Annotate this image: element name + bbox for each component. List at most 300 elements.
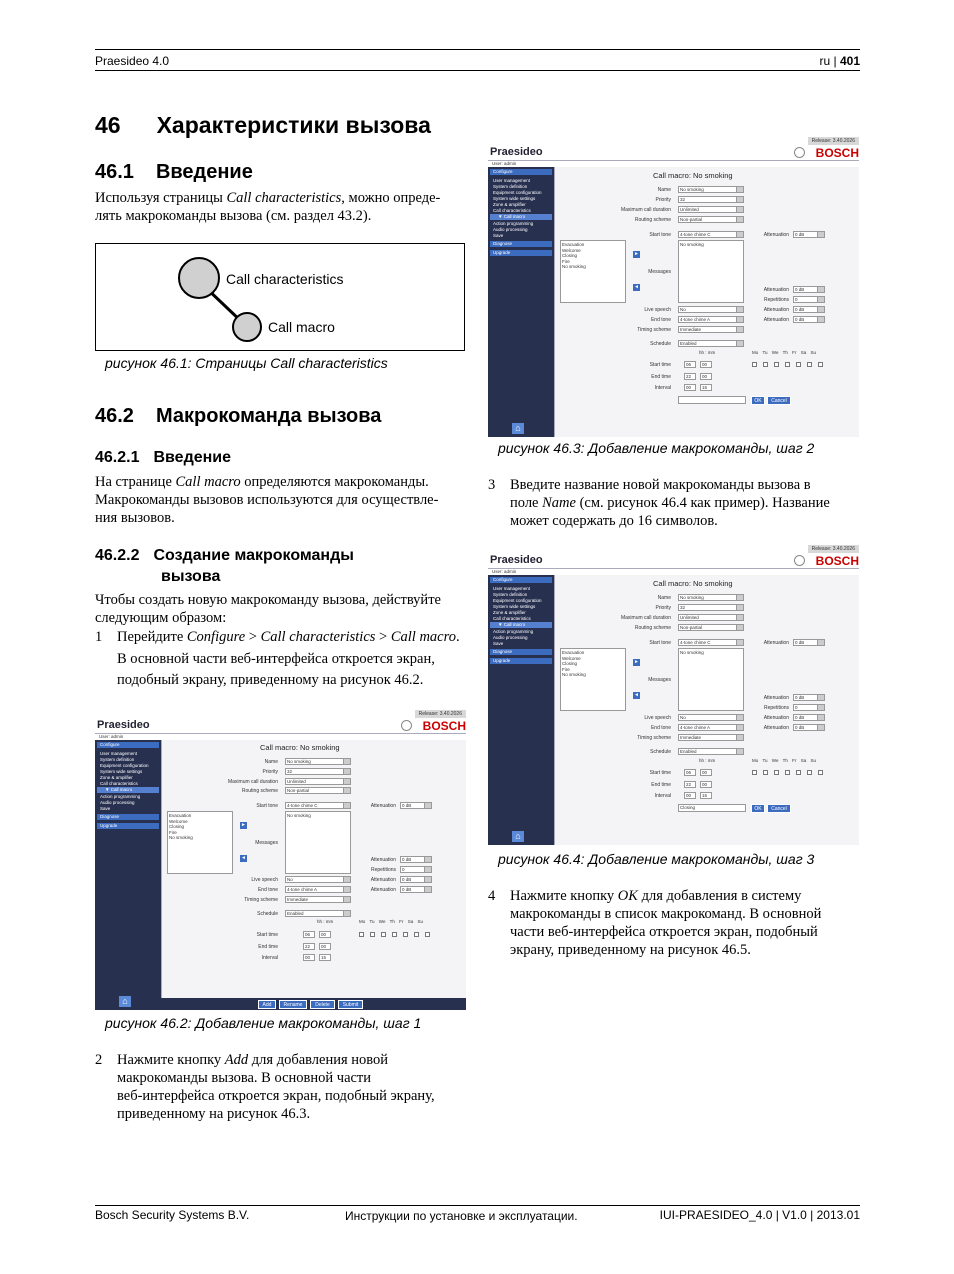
- day-sa: Sa: [800, 350, 807, 355]
- max-duration-select[interactable]: Unlimited: [678, 206, 744, 213]
- start-time-label: Start time: [256, 932, 278, 938]
- day-checkbox-su[interactable]: [425, 932, 430, 937]
- ok-button[interactable]: OK: [751, 396, 765, 405]
- live-speech-label: Live speech: [644, 715, 671, 721]
- day-checkbox-we[interactable]: [774, 362, 779, 367]
- diagram-node-parent: [179, 258, 219, 298]
- repetitions-select[interactable]: 0: [400, 866, 432, 873]
- heading-46-2-1: [95, 449, 231, 467]
- start-time-label: Start time: [649, 770, 671, 776]
- attenuation-select-3[interactable]: 0 dB: [793, 714, 825, 721]
- praesideo-logo: Praesideo: [97, 719, 150, 731]
- nav-audio-processing[interactable]: Audio processing: [493, 227, 528, 232]
- step-2-add: Add: [224, 1052, 249, 1068]
- timing-select[interactable]: Immediate: [678, 734, 744, 741]
- live-speech-label: Live speech: [644, 307, 671, 313]
- attenuation-select-1[interactable]: 0 dB: [793, 231, 825, 238]
- max-duration-select[interactable]: Unlimited: [678, 614, 744, 621]
- heading-46-1: [95, 161, 253, 184]
- step-2-text-a: Нажмите кнопку: [117, 1052, 225, 1068]
- figure-caption-46-3: рисунок 46.3: Добавление макрокоманды, шаг 2: [498, 440, 815, 456]
- nav-save[interactable]: Save: [100, 806, 111, 811]
- live-speech-select[interactable]: No: [678, 306, 744, 313]
- schedule-label: Schedule: [650, 341, 671, 347]
- timing-label: Timing scheme: [244, 897, 278, 903]
- user-bar: User: admin: [95, 733, 466, 740]
- step-3: [488, 476, 863, 530]
- step-1-number: 1: [95, 629, 103, 645]
- name-select[interactable]: No smoking: [678, 594, 744, 601]
- day-checkbox-we[interactable]: [774, 770, 779, 775]
- para-46-2-2-line1: Чтобы создать новую макрокоманду вызова, действуйте: [95, 592, 441, 608]
- interval-hour-field[interactable]: 00: [684, 792, 696, 799]
- day-checkbox-su[interactable]: [818, 362, 823, 367]
- priority-label: Priority: [262, 769, 278, 775]
- day-checkbox-mo[interactable]: [752, 770, 757, 775]
- max-duration-label: Maximum call duration: [227, 779, 278, 785]
- routing-select[interactable]: Non-partial: [678, 216, 744, 223]
- move-left-icon[interactable]: ◄: [241, 855, 246, 861]
- interval-label: Interval: [654, 385, 671, 391]
- header-page: ru | 401: [819, 54, 860, 68]
- praesideo-logo: Praesideo: [490, 554, 543, 566]
- end-minute-field[interactable]: 00: [700, 373, 712, 380]
- para-46-2-2-line2: следующим образом:: [95, 610, 227, 626]
- step-1-line2: В основной части веб-интерфейса откроется экран,: [117, 650, 435, 667]
- day-th: Th: [782, 758, 788, 763]
- para-46-2-1-text-a: На странице: [95, 474, 176, 490]
- start-tone-label: Start tone: [649, 232, 671, 238]
- message-welcome[interactable]: Welcome: [562, 247, 581, 253]
- nav-upgrade[interactable]: Upgrade: [97, 823, 159, 829]
- schedule-select[interactable]: Enabled: [285, 910, 351, 917]
- cancel-button[interactable]: Cancel: [767, 804, 791, 813]
- end-hour-field[interactable]: 22: [684, 373, 696, 380]
- day-th: Th: [782, 350, 788, 355]
- end-time-label: End time: [651, 782, 671, 788]
- day-we: We: [771, 350, 779, 355]
- step-4: [488, 887, 863, 959]
- nav-equipment-configuration[interactable]: Equipment configuration: [100, 763, 149, 768]
- day-we: We: [378, 919, 386, 924]
- heading-46-2-2: [95, 545, 354, 587]
- attenuation-label-4: Attenuation: [763, 317, 789, 323]
- messages-selected-list[interactable]: [678, 240, 744, 303]
- nav-action-programming[interactable]: Action programming: [493, 221, 534, 226]
- selected-message[interactable]: No smoking: [287, 813, 311, 818]
- end-tone-select[interactable]: 4-tone chime A: [678, 316, 744, 323]
- message-no-smoking[interactable]: No smoking: [169, 835, 193, 840]
- hhmm-label: hh : mm: [317, 919, 334, 924]
- step-4-text-a: Нажмите кнопку: [510, 888, 618, 904]
- interval-label: Interval: [654, 793, 671, 799]
- attenuation-label-4: Attenuation: [763, 725, 789, 731]
- home-icon[interactable]: ⌂: [512, 423, 524, 434]
- day-checkbox-sa[interactable]: [807, 770, 812, 775]
- cancel-button[interactable]: Cancel: [767, 396, 791, 405]
- live-speech-select[interactable]: No: [285, 876, 351, 883]
- attenuation-select-2[interactable]: 0 dB: [793, 286, 825, 293]
- selected-message[interactable]: No smoking: [680, 650, 704, 655]
- message-fire[interactable]: Fire: [562, 258, 570, 264]
- step-1-sep1: >: [245, 629, 261, 645]
- nav-sidebar: [95, 740, 161, 1010]
- step-2-line4: приведенному на рисунок 46.3.: [117, 1106, 311, 1122]
- nav-zone-amplifier[interactable]: Zone & amplifier: [493, 610, 526, 615]
- day-checkbox-th[interactable]: [785, 770, 790, 775]
- step-1-end: .: [455, 629, 460, 645]
- routing-select[interactable]: Non-partial: [678, 624, 744, 631]
- repetitions-select[interactable]: 0: [793, 704, 825, 711]
- nav-system-definition[interactable]: System definition: [100, 757, 135, 762]
- nav-save[interactable]: Save: [493, 641, 504, 646]
- home-icon[interactable]: ⌂: [119, 996, 131, 1007]
- max-duration-label: Maximum call duration: [620, 615, 671, 621]
- step-4-line4: экрану, приведенному на рисунок 46.5.: [510, 942, 751, 958]
- day-fr: Fr: [792, 350, 797, 355]
- nav-call-characteristics[interactable]: Call characteristics: [493, 208, 531, 213]
- attenuation-select-1[interactable]: 0 dB: [400, 802, 432, 809]
- day-checkbox-mo[interactable]: [359, 932, 364, 937]
- start-minute-field[interactable]: 00: [700, 361, 712, 368]
- para-46-2-2: [95, 591, 470, 627]
- attenuation-select-3[interactable]: 0 dB: [793, 306, 825, 313]
- move-right-icon[interactable]: ►: [634, 251, 639, 257]
- end-minute-field[interactable]: 00: [319, 943, 331, 950]
- day-checkbox-sa[interactable]: [807, 362, 812, 367]
- repetitions-select[interactable]: 0: [793, 296, 825, 303]
- heading-46-2-2-number: 46.2.2: [95, 547, 140, 564]
- day-checkbox-fr[interactable]: [403, 932, 408, 937]
- name-label: Name: [657, 187, 671, 193]
- routing-select[interactable]: Non-partial: [285, 787, 351, 794]
- heading-46-2: [95, 405, 381, 428]
- nav-zone-amplifier[interactable]: Zone & amplifier: [100, 775, 133, 780]
- step-1-path-call-macro: Call macro: [390, 629, 456, 645]
- message-closing[interactable]: Closing: [562, 253, 578, 258]
- priority-label: Priority: [655, 605, 671, 611]
- attenuation-select-1[interactable]: 0 dB: [793, 639, 825, 646]
- day-checkbox-fr[interactable]: [796, 362, 801, 367]
- message-welcome[interactable]: Welcome: [169, 818, 188, 824]
- nav-upgrade[interactable]: Upgrade: [490, 658, 552, 664]
- para-46-1: [95, 189, 470, 225]
- nav-diagnose[interactable]: Diagnose: [97, 814, 159, 820]
- messages-available-list[interactable]: [560, 240, 626, 303]
- move-right-icon[interactable]: ►: [634, 659, 639, 665]
- attenuation-select-3[interactable]: 0 dB: [400, 876, 432, 883]
- move-left-icon[interactable]: ◄: [634, 284, 639, 290]
- nav-configure[interactable]: Configure: [490, 577, 552, 583]
- timing-label: Timing scheme: [637, 735, 671, 741]
- heading-46-2-2-title-line1: Создание макрокоманды: [153, 547, 354, 564]
- end-hour-field[interactable]: 22: [684, 781, 696, 788]
- nav-equipment-configuration[interactable]: Equipment configuration: [493, 190, 542, 195]
- nav-diagnose[interactable]: Diagnose: [490, 649, 552, 655]
- day-su: Su: [810, 350, 816, 355]
- para-46-1-text-a: Используя страницы: [95, 190, 227, 206]
- heading-46-2-2-title-line2: вызова: [161, 568, 221, 585]
- messages-label: Messages: [255, 840, 278, 846]
- message-fire[interactable]: Fire: [562, 666, 570, 672]
- name-label: Name: [264, 759, 278, 765]
- day-su: Su: [417, 919, 423, 924]
- heading-46-2-title: Макрокоманда вызова: [155, 405, 382, 427]
- step-2-number: 2: [95, 1052, 103, 1068]
- message-no-smoking[interactable]: No smoking: [562, 264, 586, 269]
- interval-minute-field[interactable]: 15: [700, 384, 712, 391]
- add-button[interactable]: Add: [258, 1000, 276, 1009]
- new-name-input[interactable]: [678, 396, 746, 404]
- heading-46-2-number: 46.2: [95, 405, 134, 427]
- move-right-icon[interactable]: ►: [241, 822, 246, 828]
- nav-system-wide-settings[interactable]: System wide settings: [493, 604, 536, 609]
- nav-call-macro[interactable]: ▼ Call macro: [490, 622, 552, 628]
- day-checkbox-mo[interactable]: [752, 362, 757, 367]
- message-closing[interactable]: Closing: [169, 824, 185, 829]
- diagram-call-characteristics: [95, 243, 465, 351]
- attenuation-label-3: Attenuation: [370, 877, 396, 883]
- day-checkbox-we[interactable]: [381, 932, 386, 937]
- diagram-graphic: [96, 244, 466, 352]
- schedule-select[interactable]: Enabled: [678, 340, 744, 347]
- nav-configure[interactable]: Configure: [97, 742, 159, 748]
- routing-label: Routing scheme: [634, 625, 671, 631]
- message-welcome[interactable]: Welcome: [562, 655, 581, 661]
- repetitions-label: Repetitions: [370, 867, 396, 873]
- header-rule-bottom: [95, 70, 860, 71]
- para-46-2-1: [95, 473, 470, 527]
- step-2-line3: веб-интерфейса откроется экран, подобный экрану,: [117, 1088, 435, 1104]
- start-hour-field[interactable]: 06: [303, 931, 315, 938]
- move-left-icon[interactable]: ◄: [634, 692, 639, 698]
- header-page-number: 401: [839, 54, 860, 68]
- schedule-label: Schedule: [257, 911, 278, 917]
- delete-button[interactable]: Delete: [310, 1000, 335, 1009]
- step-2-line2: макрокоманды вызова. В основной части: [117, 1070, 372, 1086]
- schedule-select[interactable]: Enabled: [678, 748, 744, 755]
- day-checkbox-sa[interactable]: [414, 932, 419, 937]
- priority-select[interactable]: 32: [285, 768, 351, 775]
- attenuation-label-4: Attenuation: [370, 887, 396, 893]
- attenuation-label-1: Attenuation: [763, 640, 789, 646]
- interval-minute-field[interactable]: 15: [319, 954, 331, 961]
- day-su: Su: [810, 758, 816, 763]
- message-no-smoking[interactable]: No smoking: [562, 672, 586, 677]
- messages-selected-list[interactable]: [285, 811, 351, 874]
- start-minute-field[interactable]: 00: [319, 931, 331, 938]
- interval-hour-field[interactable]: 00: [684, 384, 696, 391]
- nav-system-definition[interactable]: System definition: [493, 184, 528, 189]
- selected-message[interactable]: No smoking: [680, 242, 704, 247]
- day-checkbox-th[interactable]: [785, 362, 790, 367]
- ok-button[interactable]: OK: [751, 804, 765, 813]
- nav-action-programming[interactable]: Action programming: [100, 794, 141, 799]
- attenuation-select-4[interactable]: 0 dB: [793, 316, 825, 323]
- bosch-logo-icon: [794, 555, 805, 566]
- nav-action-programming[interactable]: Action programming: [493, 629, 534, 634]
- routing-label: Routing scheme: [241, 788, 278, 794]
- nav-sidebar: [488, 167, 554, 437]
- para-46-2-1-line2: Макрокоманды вызовов используются для осуществле-: [95, 492, 439, 508]
- bosch-logo: BOSCH: [422, 719, 466, 733]
- message-fire[interactable]: Fire: [169, 829, 177, 835]
- nav-system-definition[interactable]: System definition: [493, 592, 528, 597]
- attenuation-select-2[interactable]: 0 dB: [400, 856, 432, 863]
- start-minute-field[interactable]: 00: [700, 769, 712, 776]
- day-sa: Sa: [800, 758, 807, 763]
- message-evacuation[interactable]: Evacuation: [562, 650, 585, 655]
- day-checkbox-tu[interactable]: [370, 932, 375, 937]
- nav-configure[interactable]: Configure: [490, 169, 552, 175]
- timing-select[interactable]: Immediate: [678, 326, 744, 333]
- messages-selected-list[interactable]: [678, 648, 744, 711]
- day-checkbox-tu[interactable]: [763, 770, 768, 775]
- name-label: Name: [657, 595, 671, 601]
- section-heading: [95, 112, 431, 139]
- attenuation-select-4[interactable]: 0 dB: [793, 724, 825, 731]
- day-th: Th: [389, 919, 395, 924]
- timing-label: Timing scheme: [637, 327, 671, 333]
- nav-user-management[interactable]: User management: [493, 178, 531, 183]
- step-1-path-configure: Configure: [186, 629, 246, 645]
- day-tu: Tu: [762, 758, 768, 763]
- start-hour-field[interactable]: 06: [684, 769, 696, 776]
- day-checkbox-fr[interactable]: [796, 770, 801, 775]
- day-fr: Fr: [399, 919, 404, 924]
- nav-diagnose[interactable]: Diagnose: [490, 241, 552, 247]
- nav-equipment-configuration[interactable]: Equipment configuration: [493, 598, 542, 603]
- start-tone-select[interactable]: 4-tone chime C: [678, 231, 744, 238]
- release-label: Release: 3.40.2026: [808, 545, 859, 553]
- end-hour-field[interactable]: 22: [303, 943, 315, 950]
- max-duration-select[interactable]: Unlimited: [285, 778, 351, 785]
- days-header: [752, 758, 816, 763]
- step-4-line3: части веб-интерфейса откроется экран, подобный: [510, 924, 818, 940]
- day-checkbox-th[interactable]: [392, 932, 397, 937]
- nav-call-macro[interactable]: ▼ Call macro: [97, 787, 159, 793]
- attenuation-select-4[interactable]: 0 dB: [400, 886, 432, 893]
- attenuation-label-2: Attenuation: [370, 857, 396, 863]
- live-speech-select[interactable]: No: [678, 714, 744, 721]
- new-name-input[interactable]: Closing: [678, 804, 746, 812]
- section-title: Характеристики вызова: [156, 112, 431, 138]
- nav-user-management[interactable]: User management: [493, 586, 531, 591]
- interval-minute-field[interactable]: 15: [700, 792, 712, 799]
- step-1-text: Перейдите: [117, 629, 187, 645]
- header-product: Praesideo 4.0: [95, 54, 170, 68]
- nav-audio-processing[interactable]: Audio processing: [493, 635, 528, 640]
- hhmm-label: hh : mm: [699, 350, 716, 355]
- day-we: We: [771, 758, 779, 763]
- nav-call-macro[interactable]: ▼ Call macro: [490, 214, 552, 220]
- home-icon[interactable]: ⌂: [512, 831, 524, 842]
- day-checkbox-tu[interactable]: [763, 362, 768, 367]
- messages-available-list[interactable]: [560, 648, 626, 711]
- end-time-label: End time: [651, 374, 671, 380]
- end-tone-select[interactable]: 4-tone chime A: [678, 724, 744, 731]
- routing-label: Routing scheme: [634, 217, 671, 223]
- diagram-label-child: Call macro: [268, 319, 335, 335]
- nav-zone-amplifier[interactable]: Zone & amplifier: [493, 202, 526, 207]
- rename-button[interactable]: Rename: [279, 1000, 307, 1009]
- end-tone-label: End tone: [650, 725, 671, 731]
- step-3-text-b: (см. рисунок 46.4 как пример). Название: [575, 495, 830, 511]
- end-time-label: End time: [258, 944, 278, 950]
- messages-available-list[interactable]: [167, 811, 233, 874]
- message-closing[interactable]: Closing: [562, 661, 578, 666]
- nav-user-management[interactable]: User management: [100, 751, 138, 756]
- footer-doc: Инструкции по установке и эксплуатации.: [345, 1209, 578, 1223]
- para-46-2-1-text-b: определяются макрокоманды.: [240, 474, 429, 490]
- messages-label: Messages: [648, 677, 671, 683]
- step-1-sep2: >: [375, 629, 391, 645]
- page-title: Call macro: No smoking: [653, 171, 733, 180]
- attenuation-label-2: Attenuation: [763, 695, 789, 701]
- message-evacuation[interactable]: Evacuation: [169, 813, 192, 818]
- step-3-name: Name: [542, 495, 576, 511]
- name-select[interactable]: No smoking: [678, 186, 744, 193]
- day-tu: Tu: [762, 350, 768, 355]
- nav-audio-processing[interactable]: Audio processing: [100, 800, 135, 805]
- start-tone-label: Start tone: [649, 640, 671, 646]
- start-hour-field[interactable]: 06: [684, 361, 696, 368]
- attenuation-label-1: Attenuation: [763, 232, 789, 238]
- day-sa: Sa: [407, 919, 414, 924]
- nav-system-wide-settings[interactable]: System wide settings: [493, 196, 536, 201]
- main-panel: [554, 167, 859, 437]
- header-rule-top: [95, 49, 860, 50]
- start-tone-select[interactable]: 4-tone chime C: [285, 802, 351, 809]
- main-panel: [161, 740, 466, 1010]
- day-mo: Mo: [752, 350, 759, 355]
- nav-upgrade[interactable]: Upgrade: [490, 250, 552, 256]
- attenuation-select-2[interactable]: 0 dB: [793, 694, 825, 701]
- nav-system-wide-settings[interactable]: System wide settings: [100, 769, 143, 774]
- interval-hour-field[interactable]: 00: [303, 954, 315, 961]
- start-tone-select[interactable]: 4-tone chime C: [678, 639, 744, 646]
- name-select[interactable]: No smoking: [285, 758, 351, 765]
- nav-call-characteristics[interactable]: Call characteristics: [100, 781, 138, 786]
- interval-label: Interval: [261, 955, 278, 961]
- nav-save[interactable]: Save: [493, 233, 504, 238]
- step-3-line3: может содержать до 16 символов.: [510, 513, 718, 529]
- priority-select[interactable]: 32: [678, 196, 744, 203]
- submit-button[interactable]: Submit: [338, 1000, 363, 1009]
- priority-select[interactable]: 32: [678, 604, 744, 611]
- hhmm-label: hh : mm: [699, 758, 716, 763]
- user-bar: User: admin: [488, 160, 859, 167]
- page-title: Call macro: No smoking: [260, 743, 340, 752]
- nav-call-characteristics[interactable]: Call characteristics: [493, 616, 531, 621]
- heading-46-2-1-number: 46.2.1: [95, 449, 140, 466]
- end-tone-select[interactable]: 4-tone chime A: [285, 886, 351, 893]
- messages-label: Messages: [648, 269, 671, 275]
- timing-select[interactable]: Immediate: [285, 896, 351, 903]
- bosch-logo-icon: [401, 720, 412, 731]
- end-minute-field[interactable]: 00: [700, 781, 712, 788]
- message-evacuation[interactable]: Evacuation: [562, 242, 585, 247]
- step-1: [95, 627, 470, 692]
- max-duration-label: Maximum call duration: [620, 207, 671, 213]
- day-checkbox-su[interactable]: [818, 770, 823, 775]
- para-46-2-1-term: Call macro: [175, 474, 241, 490]
- step-4-ok: OK: [617, 888, 638, 904]
- figure-caption-46-2: рисунок 46.2: Добавление макрокоманды, шаг 1: [105, 1015, 422, 1031]
- diagram-label-parent: Call characteristics: [226, 271, 344, 287]
- para-46-1-text-b: , можно опреде-: [341, 190, 441, 206]
- step-3-text-a: поле: [510, 495, 543, 511]
